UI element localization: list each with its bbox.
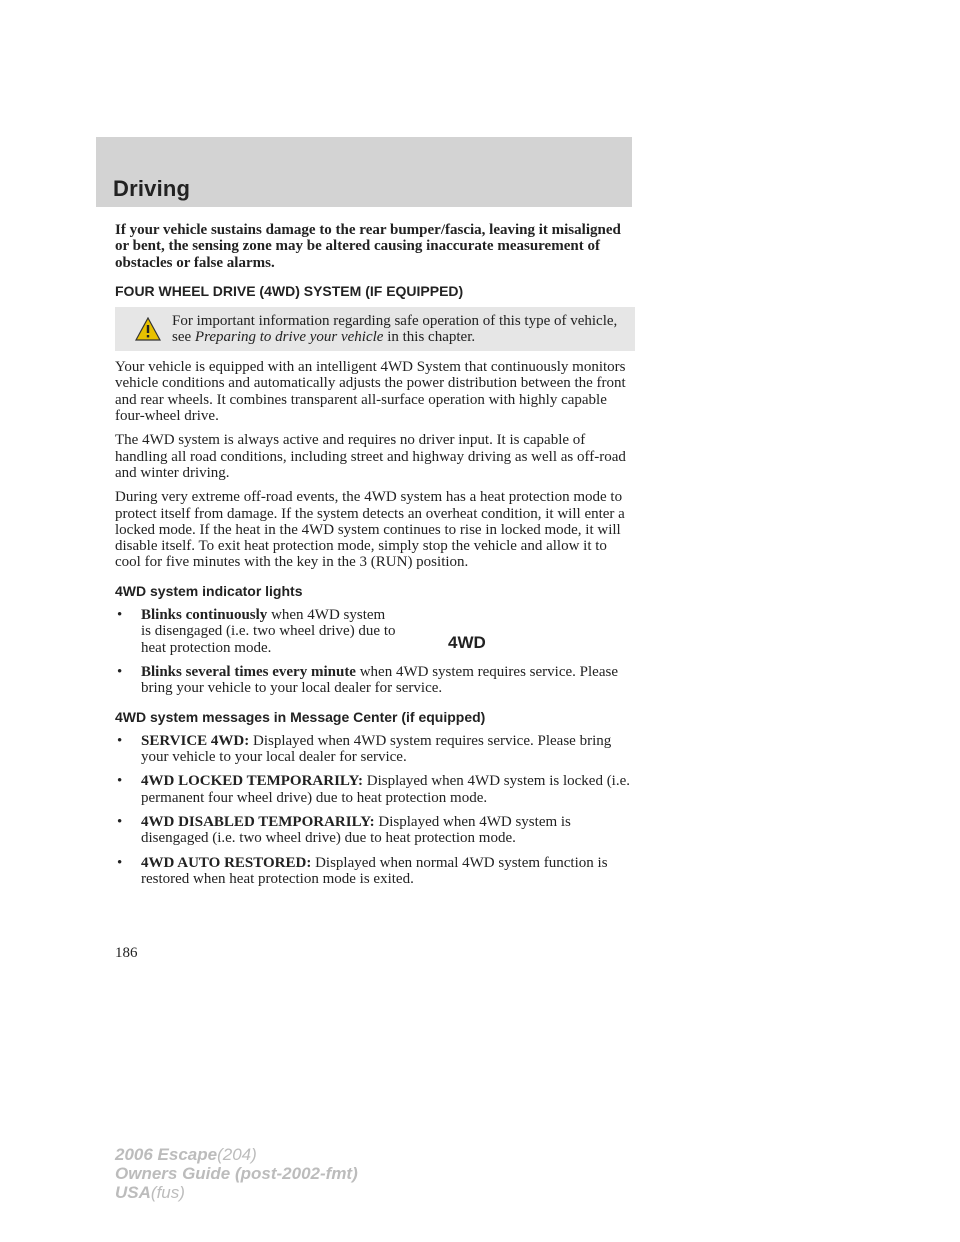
list-item	[115, 733, 635, 766]
message-center-heading: 4WD system messages in Message Center (if equipped)	[115, 708, 486, 725]
indicator-item-text: when 4WD system is disengaged (i.e. two wheel drive) due to heat protection mode.	[141, 607, 396, 656]
message-item-text: Displayed when normal 4WD system function is restored when heat protection mode is exited.	[141, 854, 608, 887]
bullet: •	[117, 814, 123, 831]
bullet: •	[117, 663, 123, 680]
indicator-item-bold: Blinks continuously	[141, 607, 268, 624]
warning-box	[115, 307, 635, 351]
warning-link-text: Preparing to drive your vehicle	[194, 329, 384, 346]
list-item	[115, 773, 635, 806]
page-number: 186	[115, 945, 138, 961]
bullet: •	[117, 854, 123, 871]
indicator-item-text: when 4WD system requires service. Please bring your vehicle to your local dealer for service.	[141, 663, 618, 697]
warning-text-after: in this chapter.	[383, 329, 476, 346]
message-center-list	[115, 733, 635, 887]
bullet: •	[117, 607, 123, 624]
indicator-lights-section	[115, 607, 635, 696]
paragraph-2: The 4WD system is always active and requires no driver input. It is capable of handling all road conditions, including street and highway driving as well as off-road and winter driving.	[115, 432, 626, 481]
list-item	[115, 607, 635, 656]
list-item	[115, 814, 635, 847]
paragraph-3: During very extreme off-road events, the 4WD system has a heat protection mode to protect itself from damage. If the system detects an overheat condition, it will enter a locked mode. If the heat in the 4WD system continues to rise in locked mode, it will disable itself. To exit heat protection mode, simply stop the vehicle and allow it to cool for five minutes with the key in the 3 (RUN) position.	[115, 489, 625, 571]
paragraph-1: Your vehicle is equipped with an intelligent 4WD System that continuously monitors vehicle conditions and automatically adjusts the power distribution between the front and rear wheels. It combines transparent all-surface operation with highly capable four-wheel drive.	[115, 359, 626, 425]
message-item-text: Displayed when 4WD system is disengaged (i.e. two wheel drive) due to heat protection mode.	[141, 814, 571, 847]
message-item-bold: 4WD DISABLED TEMPORARILY:	[141, 814, 375, 831]
footer-market-code: (fus)	[150, 1183, 185, 1202]
intro-warning-text: If your vehicle sustains damage to the rear bumper/fascia, leaving it misaligned or bent, the sensing zone may be altered causing inaccurate measurement of obstacles or false alarms.	[115, 222, 621, 271]
indicator-lights-heading: 4WD system indicator lights	[115, 582, 303, 599]
message-item-bold: 4WD LOCKED TEMPORARILY:	[141, 773, 363, 790]
section-heading-4wd: FOUR WHEEL DRIVE (4WD) SYSTEM (IF EQUIPPED)	[115, 282, 464, 299]
message-item-text: Displayed when 4WD system requires service. Please bring your vehicle to your local dealer for service.	[141, 732, 612, 766]
footer-market: USA	[115, 1183, 151, 1202]
warning-triangle-icon	[135, 317, 161, 341]
footer-model: 2006 Escape	[115, 1145, 218, 1164]
message-item-bold: 4WD AUTO RESTORED:	[141, 854, 312, 871]
4wd-indicator-icon: 4WD	[448, 633, 486, 653]
warning-text-before: For important information regarding safe operation of this type of vehicle, see	[172, 313, 618, 346]
document-footer	[115, 1145, 358, 1202]
footer-model-code: (204)	[217, 1145, 257, 1164]
message-item-text: Displayed when 4WD system is locked (i.e. permanent four wheel drive) due to heat protection mode.	[141, 773, 631, 806]
indicator-item-bold: Blinks several times every minute	[141, 663, 356, 680]
footer-guide: Owners Guide (post-2002-fmt)	[115, 1164, 358, 1183]
list-item	[115, 855, 635, 888]
bullet: •	[117, 773, 123, 790]
bullet: •	[117, 732, 123, 749]
list-item	[115, 664, 635, 697]
message-item-bold: SERVICE 4WD:	[141, 732, 250, 749]
page-content	[115, 222, 635, 895]
section-title: Driving	[113, 176, 191, 201]
